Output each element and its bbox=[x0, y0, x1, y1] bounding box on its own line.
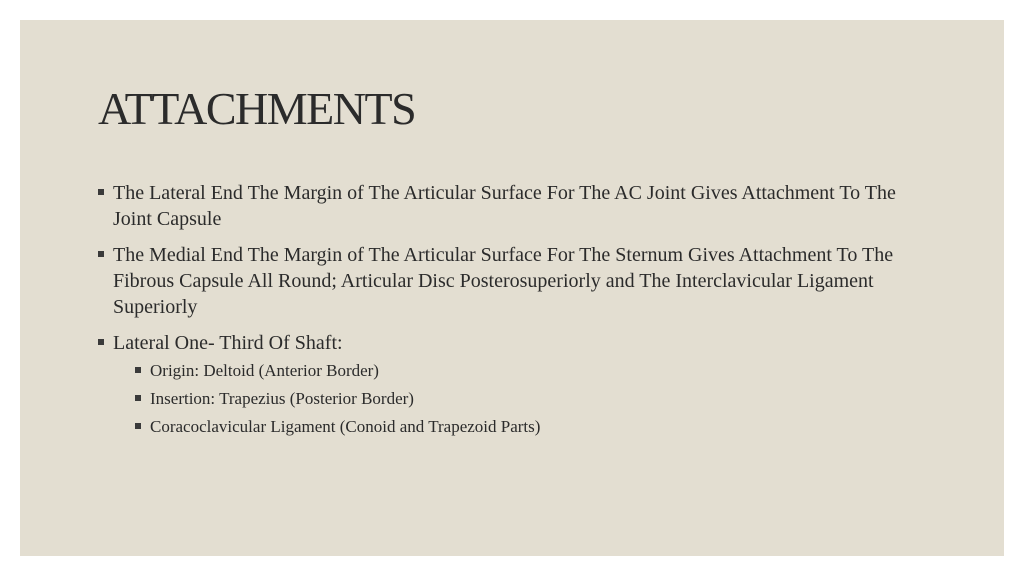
list-item bbox=[98, 330, 938, 438]
sub-list-item-text: Origin: Deltoid (Anterior Border) bbox=[150, 361, 379, 380]
square-bullet-icon bbox=[135, 395, 141, 401]
list-item bbox=[98, 180, 938, 232]
slide-content bbox=[98, 180, 938, 448]
sub-list-item bbox=[135, 360, 938, 382]
square-bullet-icon bbox=[135, 423, 141, 429]
slide-title: ATTACHMENTS bbox=[98, 83, 416, 134]
slide bbox=[20, 20, 1004, 556]
sub-list-item-text: Coracoclavicular Ligament (Conoid and Trapezoid Parts) bbox=[150, 417, 541, 436]
sub-list-item-text: Insertion: Trapezius (Posterior Border) bbox=[150, 389, 414, 408]
square-bullet-icon bbox=[98, 251, 104, 257]
list-item-text: The Medial End The Margin of The Articular Surface For The Sternum Gives Attachment To The Fibrous Capsule All Round; Articular Disc Posterosuperiorly and The Interclavicular Ligament Superiorly bbox=[113, 244, 894, 318]
list-item-text: The Lateral End The Margin of The Articular Surface For The AC Joint Gives Attachment To The Joint Capsule bbox=[113, 182, 896, 230]
sub-list-item bbox=[135, 416, 938, 438]
sub-bullet-list bbox=[113, 360, 938, 438]
list-item-text: Lateral One- Third Of Shaft: bbox=[113, 332, 343, 354]
square-bullet-icon bbox=[135, 367, 141, 373]
square-bullet-icon bbox=[98, 189, 104, 195]
square-bullet-icon bbox=[98, 339, 104, 345]
sub-list-item bbox=[135, 388, 938, 410]
bullet-list bbox=[98, 180, 938, 438]
list-item bbox=[98, 242, 938, 320]
